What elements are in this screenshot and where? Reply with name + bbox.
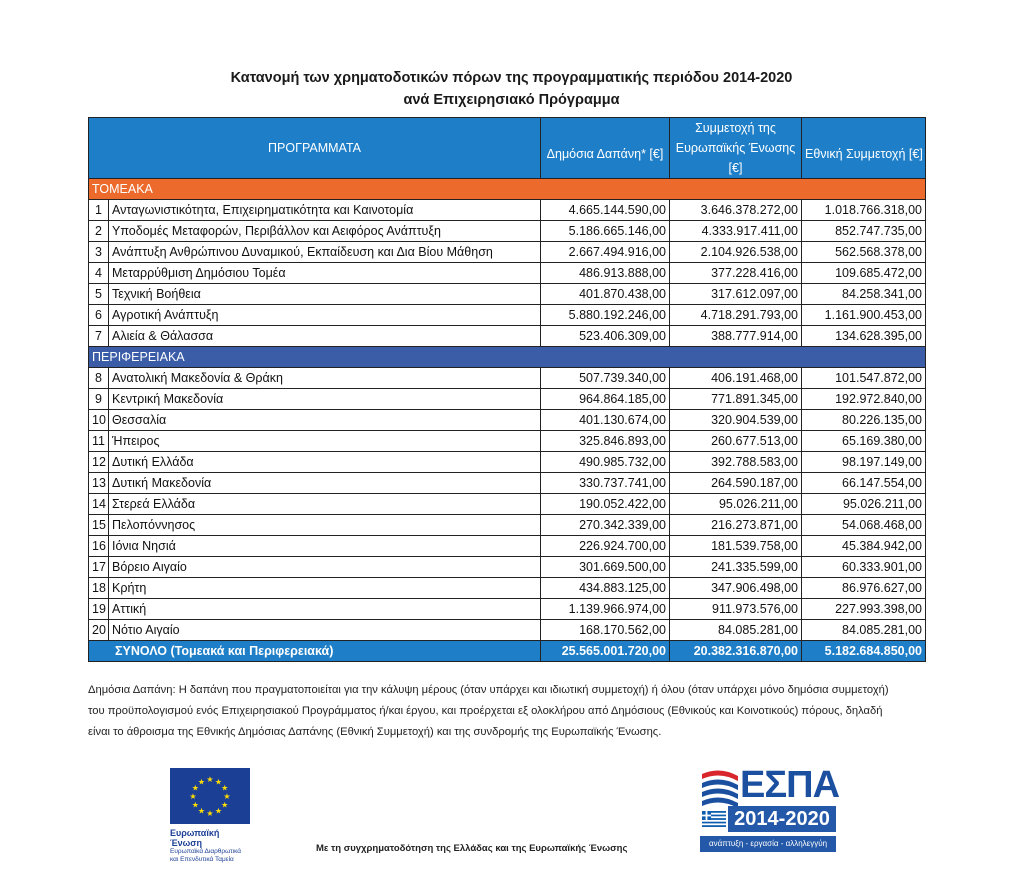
espa-tagline: ανάπτυξη - εργασία - αλληλεγγύη xyxy=(700,836,836,852)
total-row xyxy=(89,641,926,662)
total-national: 5.182.684.850,00 xyxy=(802,641,926,662)
public-spending-cell: 168.170.562,00 xyxy=(541,620,670,641)
national-contribution-cell: 84.258.341,00 xyxy=(802,284,926,305)
table-row xyxy=(89,263,926,284)
row-number: 16 xyxy=(89,536,109,557)
row-number: 10 xyxy=(89,410,109,431)
footnote-line: Δημόσια Δαπάνη: Η δαπάνη που πραγματοποιείται για την κάλυψη μέρους (όταν υπάρχει και ιδιωτική συμμετοχή) ή όλου (όταν υπάρχει μόνο δημόσια συμμετοχή) xyxy=(88,684,889,696)
program-name: Πελοπόννησος xyxy=(109,515,541,536)
public-spending-cell: 523.406.309,00 xyxy=(541,326,670,347)
table-row xyxy=(89,578,926,599)
eu-star-icon: ★ xyxy=(197,777,206,787)
row-number: 1 xyxy=(89,200,109,221)
national-contribution-cell: 192.972.840,00 xyxy=(802,389,926,410)
eu-star-icon: ★ xyxy=(221,783,229,793)
public-spending-cell: 325.846.893,00 xyxy=(541,431,670,452)
document-title: Κατανομή των χρηματοδοτικών πόρων της προγραμματικής περιόδου 2014-2020 xyxy=(230,70,793,86)
public-spending-cell: 490.985.732,00 xyxy=(541,452,670,473)
table-row xyxy=(89,452,926,473)
national-contribution-cell: 109.685.472,00 xyxy=(802,263,926,284)
eu-contribution-cell: 392.788.583,00 xyxy=(670,452,802,473)
eu-name: Ευρωπαϊκή Ένωση xyxy=(170,828,220,848)
row-number: 4 xyxy=(89,263,109,284)
eu-contribution-cell: 317.612.097,00 xyxy=(670,284,802,305)
eu-star-icon: ★ xyxy=(206,809,214,818)
eu-star-icon: ★ xyxy=(189,792,197,801)
public-spending-cell: 4.665.144.590,00 xyxy=(541,200,670,221)
national-contribution-cell: 80.226.135,00 xyxy=(802,410,926,431)
total-label: ΣΥΝΟΛΟ (Τομεακά και Περιφερειακά) xyxy=(89,641,541,662)
table-row xyxy=(89,620,926,641)
eu-contribution-cell: 377.228.416,00 xyxy=(670,263,802,284)
public-spending-cell: 226.924.700,00 xyxy=(541,536,670,557)
table-row xyxy=(89,368,926,389)
table-row xyxy=(89,389,926,410)
program-name: Ιόνια Νησιά xyxy=(109,536,541,557)
national-contribution-cell: 101.547.872,00 xyxy=(802,368,926,389)
program-name: Κρήτη xyxy=(109,578,541,599)
table-row xyxy=(89,410,926,431)
program-name: Ανάπτυξη Ανθρώπινου Δυναμικού, Εκπαίδευση και Δια Βίου Μάθηση xyxy=(109,242,541,263)
table-row xyxy=(89,242,926,263)
footnote-line: είναι το άθροισμα της Εθνικής Δημόσιας Δαπάνης (Εθνική Συμμετοχή) και της συνδρομής της Ευρωπαϊκής Ένωσης. xyxy=(88,726,662,738)
eu-star-icon: ★ xyxy=(214,806,223,816)
public-spending-cell: 2.667.494.916,00 xyxy=(541,242,670,263)
allocation-table xyxy=(88,117,926,662)
table-row xyxy=(89,284,926,305)
row-number: 15 xyxy=(89,515,109,536)
public-spending-cell: 486.913.888,00 xyxy=(541,263,670,284)
row-number: 18 xyxy=(89,578,109,599)
eu-logo xyxy=(170,768,250,864)
eu-star-icon: ★ xyxy=(221,800,229,810)
header-eu-line3: [€] xyxy=(728,161,743,175)
program-name: Αττική xyxy=(109,599,541,620)
eu-contribution-cell: 406.191.468,00 xyxy=(670,368,802,389)
row-number: 14 xyxy=(89,494,109,515)
national-contribution-cell: 1.161.900.453,00 xyxy=(802,305,926,326)
row-number: 2 xyxy=(89,221,109,242)
espa-years: 2014-2020 xyxy=(728,806,836,832)
table-row xyxy=(89,515,926,536)
table-row xyxy=(89,326,926,347)
section-label: ΠΕΡΙΦΕΡΕΙΑΚΑ xyxy=(89,347,926,368)
national-contribution-cell: 66.147.554,00 xyxy=(802,473,926,494)
national-contribution-cell: 84.085.281,00 xyxy=(802,620,926,641)
row-number: 6 xyxy=(89,305,109,326)
program-name: Θεσσαλία xyxy=(109,410,541,431)
row-number: 19 xyxy=(89,599,109,620)
espa-waves-icon xyxy=(700,768,740,808)
program-name: Αλιεία & Θάλασσα xyxy=(109,326,541,347)
row-number: 7 xyxy=(89,326,109,347)
eu-contribution-cell: 95.026.211,00 xyxy=(670,494,802,515)
row-number: 13 xyxy=(89,473,109,494)
espa-word: ΕΣΠΑ xyxy=(740,764,840,806)
program-name: Μεταρρύθμιση Δημόσιου Τομέα xyxy=(109,263,541,284)
eu-star-icon: ★ xyxy=(206,775,214,784)
header-public-spending: Δημόσια Δαπάνη* [€] xyxy=(541,118,670,179)
section-label: ΤΟΜΕΑΚΑ xyxy=(89,179,926,200)
program-name: Αγροτική Ανάπτυξη xyxy=(109,305,541,326)
table-row xyxy=(89,305,926,326)
eu-contribution-cell: 771.891.345,00 xyxy=(670,389,802,410)
public-spending-cell: 507.739.340,00 xyxy=(541,368,670,389)
public-spending-cell: 1.139.966.974,00 xyxy=(541,599,670,620)
program-name: Στερεά Ελλάδα xyxy=(109,494,541,515)
table-body xyxy=(89,179,926,641)
eu-contribution-cell: 3.646.378.272,00 xyxy=(670,200,802,221)
eu-contribution-cell: 260.677.513,00 xyxy=(670,431,802,452)
eu-star-icon: ★ xyxy=(197,806,206,816)
program-name: Ανταγωνιστικότητα, Επιχειρηματικότητα και Καινοτομία xyxy=(109,200,541,221)
row-number: 11 xyxy=(89,431,109,452)
total-public: 25.565.001.720,00 xyxy=(541,641,670,662)
program-name: Τεχνική Βοήθεια xyxy=(109,284,541,305)
public-spending-cell: 401.130.674,00 xyxy=(541,410,670,431)
national-contribution-cell: 65.169.380,00 xyxy=(802,431,926,452)
eu-contribution-cell: 4.333.917.411,00 xyxy=(670,221,802,242)
espa-logo-icon xyxy=(700,764,840,856)
program-name: Κεντρική Μακεδονία xyxy=(109,389,541,410)
footnote xyxy=(88,680,928,743)
eu-subtitle-2: και Επενδυτικά Ταμεία xyxy=(170,856,234,863)
eu-contribution-cell: 264.590.187,00 xyxy=(670,473,802,494)
eu-star-icon: ★ xyxy=(214,777,223,787)
national-contribution-cell: 86.976.627,00 xyxy=(802,578,926,599)
national-contribution-cell: 60.333.901,00 xyxy=(802,557,926,578)
national-contribution-cell: 98.197.149,00 xyxy=(802,452,926,473)
row-number: 9 xyxy=(89,389,109,410)
eu-flag-icon xyxy=(170,768,250,824)
section-header-row xyxy=(89,347,926,368)
header-eu-line2: Ευρωπαϊκής Ένωσης xyxy=(675,141,796,155)
header-eu-line1: Συμμετοχή της xyxy=(695,121,776,135)
table-row xyxy=(89,599,926,620)
national-contribution-cell: 45.384.942,00 xyxy=(802,536,926,557)
eu-contribution-cell: 216.273.871,00 xyxy=(670,515,802,536)
table-row xyxy=(89,200,926,221)
greek-flag-icon xyxy=(702,811,726,827)
program-name: Ανατολική Μακεδονία & Θράκη xyxy=(109,368,541,389)
row-number: 12 xyxy=(89,452,109,473)
national-contribution-cell: 95.026.211,00 xyxy=(802,494,926,515)
national-contribution-cell: 227.993.398,00 xyxy=(802,599,926,620)
eu-contribution-cell: 241.335.599,00 xyxy=(670,557,802,578)
table-row xyxy=(89,221,926,242)
table-row xyxy=(89,494,926,515)
header-programs: ΠΡΟΓΡΑΜΜΑΤΑ xyxy=(89,118,541,179)
national-contribution-cell: 134.628.395,00 xyxy=(802,326,926,347)
public-spending-cell: 5.880.192.246,00 xyxy=(541,305,670,326)
program-name: Δυτική Μακεδονία xyxy=(109,473,541,494)
public-spending-cell: 190.052.422,00 xyxy=(541,494,670,515)
row-number: 8 xyxy=(89,368,109,389)
eu-contribution-cell: 388.777.914,00 xyxy=(670,326,802,347)
public-spending-cell: 434.883.125,00 xyxy=(541,578,670,599)
national-contribution-cell: 54.068.468,00 xyxy=(802,515,926,536)
table-header-row xyxy=(89,118,926,179)
eu-contribution-cell: 320.904.539,00 xyxy=(670,410,802,431)
document-subtitle: ανά Επιχειρησιακό Πρόγραμμα xyxy=(403,92,620,108)
eu-contribution-cell: 2.104.926.538,00 xyxy=(670,242,802,263)
public-spending-cell: 401.870.438,00 xyxy=(541,284,670,305)
public-spending-cell: 270.342.339,00 xyxy=(541,515,670,536)
table-row xyxy=(89,557,926,578)
row-number: 20 xyxy=(89,620,109,641)
table-row xyxy=(89,473,926,494)
national-contribution-cell: 562.568.378,00 xyxy=(802,242,926,263)
eu-contribution-cell: 181.539.758,00 xyxy=(670,536,802,557)
header-national-contribution: Εθνική Συμμετοχή [€] xyxy=(802,118,926,179)
row-number: 3 xyxy=(89,242,109,263)
row-number: 17 xyxy=(89,557,109,578)
eu-contribution-cell: 4.718.291.793,00 xyxy=(670,305,802,326)
eu-star-icon: ★ xyxy=(223,792,231,801)
eu-contribution-cell: 84.085.281,00 xyxy=(670,620,802,641)
program-name: Βόρειο Αιγαίο xyxy=(109,557,541,578)
eu-subtitle-1: Ευρωπαϊκά Διαρθρωτικά xyxy=(170,848,242,855)
row-number: 5 xyxy=(89,284,109,305)
header-eu-contribution xyxy=(670,118,802,179)
total-eu: 20.382.316.870,00 xyxy=(670,641,802,662)
eu-contribution-cell: 911.973.576,00 xyxy=(670,599,802,620)
public-spending-cell: 301.669.500,00 xyxy=(541,557,670,578)
program-name: Νότιο Αιγαίο xyxy=(109,620,541,641)
eu-star-icon: ★ xyxy=(191,800,199,810)
national-contribution-cell: 1.018.766.318,00 xyxy=(802,200,926,221)
public-spending-cell: 964.864.185,00 xyxy=(541,389,670,410)
table-row xyxy=(89,431,926,452)
eu-contribution-cell: 347.906.498,00 xyxy=(670,578,802,599)
footnote-line: του προϋπολογισμού ενός Επιχειρησιακού Προγράμματος ή/και έργου, και προέρχεται εξ ολοκλήρου από Δημόσιους (Εθνικούς και Κοινοτικούς) πόρους, δηλαδή xyxy=(88,705,883,717)
program-name: Δυτική Ελλάδα xyxy=(109,452,541,473)
public-spending-cell: 5.186.665.146,00 xyxy=(541,221,670,242)
eu-star-icon: ★ xyxy=(191,783,199,793)
national-contribution-cell: 852.747.735,00 xyxy=(802,221,926,242)
section-header-row xyxy=(89,179,926,200)
public-spending-cell: 330.737.741,00 xyxy=(541,473,670,494)
program-name: Ήπειρος xyxy=(109,431,541,452)
cofunding-statement: Με τη συγχρηματοδότηση της Ελλάδας και της Ευρωπαϊκής Ένωσης xyxy=(316,843,628,854)
table-row xyxy=(89,536,926,557)
program-name: Υποδομές Μεταφορών, Περιβάλλον και Αειφόρος Ανάπτυξη xyxy=(109,221,541,242)
